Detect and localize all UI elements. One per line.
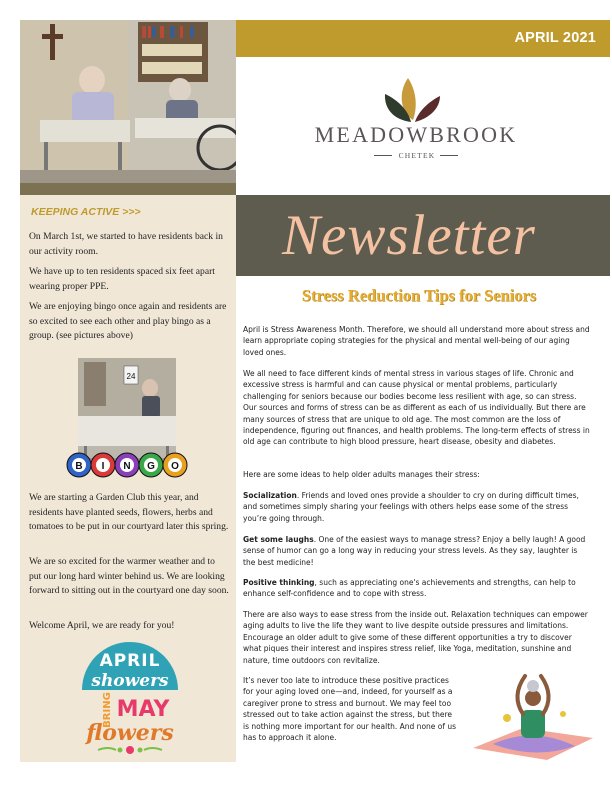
article-headline: Stress Reduction Tips for Seniors	[301, 286, 537, 305]
poster-word: BRING	[102, 692, 113, 728]
header-bar	[236, 20, 610, 57]
bingo-ball-o	[163, 453, 187, 477]
bingo-ball-g	[139, 453, 163, 477]
poster-word: MAY	[116, 697, 170, 722]
article-paragraph: Here are some ideas to help older adults manages their stress:	[243, 470, 480, 479]
svg-text:G: G	[147, 461, 155, 472]
tip-lead: Get some laughs	[243, 535, 314, 544]
bingo-ball-n	[115, 453, 139, 477]
sidebar-paragraph: We are starting a Garden Club this year, and residents have planted seeds, flowers, herbs and tomatoes to be put in our courtyard later this spring.	[29, 492, 229, 532]
article-paragraph: April is Stress Awareness Month. Therefore, we should all understand more about stress and learn appropriate coping strategies for the physical and mental well-being of our aging loved ones.	[243, 325, 590, 357]
sidebar-paragraph: We are so excited for the warmer weather and to put our long hard winter behind us. We are looking forward to sitting out in the courtyard one day soon.	[29, 556, 229, 596]
article-paragraph: Socialization. Friends and loved ones provide a shoulder to cry on during difficult times, and sometimes simply sharing your feelings with others helps ease some of the stress you’re going through.	[243, 491, 579, 523]
banner-title: Newsletter	[282, 204, 536, 267]
bingo-ball-i	[91, 453, 115, 477]
article-paragraph: We all need to face different kinds of mental stress in various stages of life. Chronic and excessive stress is harmful and can cause physical or mental problems, particularly challenging for seniors because our bodies become less resilient with age, so can stress. Our sources and forms of stress can be as different as each of us individually. But there are many sources of stress that are unique to old age. The most common are the loss of independence, figuring out finances, and health problems. The long-term effects of stress in old age can contribute to high blood pressure, heart disease, obesity and diabetes.	[243, 369, 590, 447]
divider	[440, 155, 458, 156]
article-paragraph: It’s never too late to introduce these positive practices for your aging loved one—and, indeed, for yourself as a caregiver prone to stress and burnout. We may feel too stressed out to take action against the stress, but there is nothing more important for our health. And none of us has to approach it alone.	[243, 676, 457, 743]
sidebar-title: KEEPING ACTIVE >>>	[31, 206, 141, 218]
brand-location: CHETEK	[398, 151, 436, 160]
sidebar-paragraph: We are enjoying bingo once again and residents are so excited to see each other and play bingo as a group. (see pictures above)	[29, 301, 227, 341]
article-paragraph: There are also ways to ease stress from the inside out. Relaxation techniques can empower aging adults to live the life they want to live despite outside pressures and limitations. Encourage an older adult to give some of these different opportunities a try to discover what piques their interest and inspires stress relief, like Yoga, meditation, sunshine and nature, time outdoors con revitalize.	[243, 610, 588, 665]
svg-text:I: I	[101, 461, 105, 472]
poster-word: APRIL	[99, 651, 161, 671]
brand-name: MEADOWBROOK	[314, 122, 518, 147]
tip-lead: Positive thinking	[243, 578, 315, 587]
sidebar-paragraph: Welcome April, we are ready for you!	[29, 620, 175, 631]
issue-date: APRIL 2021	[514, 30, 596, 46]
svg-text:N: N	[123, 461, 131, 472]
poster-word: flowers	[86, 720, 174, 746]
activity-room-photo	[20, 20, 236, 183]
bingo-graphic	[64, 448, 190, 482]
svg-text:B: B	[75, 461, 83, 472]
april-showers-poster	[68, 636, 192, 756]
bingo-ball-b	[67, 453, 91, 477]
yoga-illustration	[463, 668, 599, 764]
tip-lead: Socialization	[243, 491, 297, 500]
article-paragraph: Get some laughs. One of the easiest ways to manage stress? Enjoy a belly laugh! A good sense of humor can go a long way in reducing your stress levels. As they say, laughter is the best medicine!	[243, 535, 586, 567]
svg-text:O: O	[171, 461, 179, 472]
sidebar-paragraph: We have up to ten residents spaced six feet apart wearing proper PPE.	[29, 266, 215, 292]
article-paragraph: Positive thinking, such as appreciating one's achievements and strengths, can help to enhance self-confidence and to cope with stress.	[243, 578, 576, 599]
sidebar-top-bar	[20, 183, 236, 195]
sidebar-paragraph: On March 1st, we started to have residents back in our activity room.	[29, 231, 223, 257]
poster-word: showers	[91, 671, 169, 691]
bingo-card-number: 24	[126, 372, 136, 381]
